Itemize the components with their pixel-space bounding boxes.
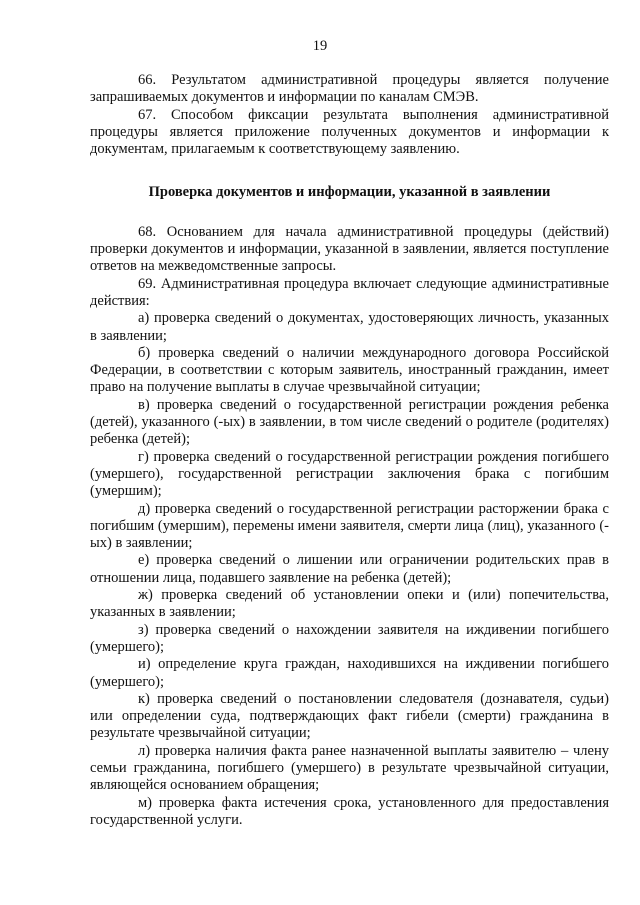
- section-heading: Проверка документов и информации, указанной в заявлении: [148, 184, 551, 201]
- page-number: 19: [312, 38, 328, 54]
- list-item-g: г) проверка сведений о государственной регистрации рождения погибшего (умершего), государственной регистрации заключения брака с погибшим (умершим);: [90, 448, 609, 500]
- document-body: [90, 72, 609, 829]
- paragraph-67: 67. Способом фиксации результата выполнения административной процедуры является приложение полученных документов и информации к документам, прилагаемым к соответствующему заявлению.: [90, 106, 609, 158]
- list-item-i: и) определение круга граждан, находившихся на иждивении погибшего (умершего);: [90, 656, 609, 690]
- list-item-e: е) проверка сведений о лишении или ограничении родительских прав в отношении лица, подавшего заявление на ребенка (детей);: [90, 552, 609, 586]
- paragraph-68: 68. Основанием для начала административной процедуры (действий) проверки документов и информации, указанной в заявлении, является поступление ответов на межведомственные запросы.: [90, 223, 609, 275]
- list-item-v: в) проверка сведений о государственной регистрации рождения ребенка (детей), указанного (-ых) в заявлении, в том числе сведений о родителе (родителях) ребенка (детей);: [90, 396, 609, 448]
- list-item-d: д) проверка сведений о государственной регистрации расторжении брака с погибшим (умершим), перемены имени заявителя, смерти лица (лиц), указанного (-ых) в заявлении;: [90, 500, 609, 552]
- list-item-zh: ж) проверка сведений об установлении опеки и (или) попечительства, указанных в заявлении;: [90, 587, 609, 621]
- paragraph-69: 69. Административная процедура включает следующие административные действия:: [90, 275, 609, 309]
- list-item-b: б) проверка сведений о наличии международного договора Российской Федерации, в соответствии с которым заявитель, иностранный гражданин, имеет право на получение выплаты в случае чрезвычайной ситуации;: [90, 344, 609, 396]
- list-item-a: а) проверка сведений о документах, удостоверяющих личность, указанных в заявлении;: [90, 310, 609, 344]
- paragraph-66: 66. Результатом административной процедуры является получение запрашиваемых документов и информации по каналам СМЭВ.: [90, 72, 609, 106]
- list-item-m: м) проверка факта истечения срока, установленного для предоставления государственной услуги.: [90, 794, 609, 828]
- list-item-k: к) проверка сведений о постановлении следователя (дознавателя, судьи) или определении суда, подтверждающих факт гибели (смерти) гражданина в результате чрезвычайной ситуации;: [90, 690, 609, 742]
- list-item-z: з) проверка сведений о нахождении заявителя на иждивении погибшего (умершего);: [90, 621, 609, 655]
- list-item-l: л) проверка наличия факта ранее назначенной выплаты заявителю – члену семьи гражданина, погибшего (умершего) в результате чрезвычайной ситуации, являющейся основанием обращения;: [90, 742, 609, 794]
